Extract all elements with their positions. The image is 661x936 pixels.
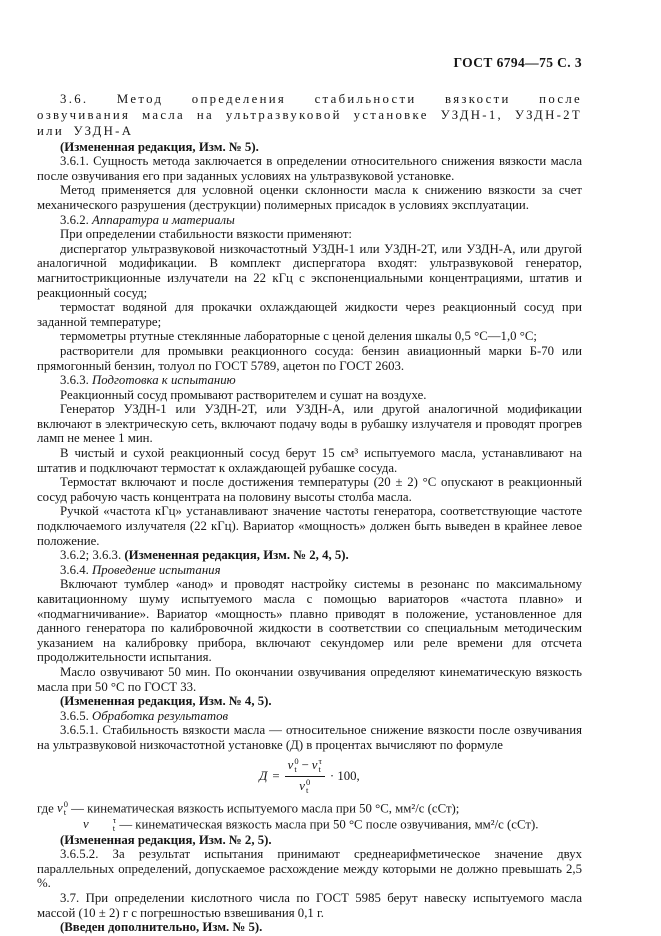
formula-factor: · 100, [329,768,360,783]
para-3-6-2-thermostat: термостат водяной для прокачки охлаждающей жидкости через реакционный сосуд при заданной температуре; [37,300,582,329]
para-3-6-2-thermometers: термометры ртутные стеклянные лабораторные с ценой деления шкалы 0,5 °С—1,0 °С; [60,329,537,344]
section-number: 3.6.2. [60,212,89,227]
formula-lhs: Д [259,768,268,783]
section-title: Обработка результатов [92,708,229,723]
where-intro: где [37,801,54,816]
amendment-note-5: (Измененная редакция, Изм. № 5). [60,139,259,154]
document-body [37,91,582,935]
section-3-6-2-heading [37,213,582,228]
nu-t-0-symbol: ν 0 t [57,798,68,817]
section-3-6-5-heading [37,709,582,724]
para-3-6-2-dispergator: диспергатор ультразвуковой низкочастотный УЗДН-1 или УЗДН-2Т, или УЗДН-А, или другой аналогичной модификации. В комплект диспергатора входят: ультразвуковой генератор, магнитострикционные излучатели на 22 кГц с экспоненциальными концентрациями, штатив и реакционный сосуд; [37,241,582,300]
para-3-6-3-washing: Реакционный сосуд промывают растворителем и сушат на воздухе. [60,387,427,402]
para-3-6-4-tuning: Включают тумблер «анод» и проводят настройку системы в резонанс по максимальному кавитационному шуму испытуемого масла с помощью вариаторов «частота плавно» и «подмагничивание». Вариатор «мощность» плавно приводят в положение, установленное для данного генератора по калибровочной жидкости в соответствии со специальным методическим указанием на калибровку прибора, включают секундомер или реле времени для отсчета продолжительности испытания. [37,577,582,665]
doc-number-page: ГОСТ 6794—75 С. 3 [453,55,582,70]
amendment-note-25: (Измененная редакция, Изм. № 2, 5). [60,832,272,847]
para-3-6-4-sonication: Масло озвучивают 50 мин. По окончании озвучивания определяют кинематическую вязкость масла при 50 °С по ГОСТ 33. [37,664,582,694]
fraction [285,755,325,795]
amended-sections-ref: 3.6.2; 3.6.3. [60,548,122,563]
para-3-6-3-vessel: В чистый и сухой реакционный сосуд берут 15 см³ испытуемого масла, устанавливают на штатив и подключают термостат к охлаждающей рубашке сосуда. [37,446,582,475]
section-3-6-4-heading [37,563,582,578]
section-title: Проведение испытания [92,562,221,577]
symbol-description: — кинематическая вязкость масла при 50 °С после озвучивания, мм²/с (сСт). [119,817,539,832]
equals-sign: = [272,768,280,783]
para-3-7-acid-number: 3.7. При определении кислотного числа по ГОСТ 5985 берут навеску испытуемого масла массой (10 ± 2) г с погрешностью взвешивания 0,1 г. [37,890,582,920]
para-3-6-3-generator: Генератор УЗДН-1 или УЗДН-2Т, или УЗДН-А, или другой аналогичной модификации включают в электрическую сеть, включают подачу воды в рубашку излучателя и проводят прогрев ламп не менее 1 мин. [37,402,582,446]
para-3-6-2-intro: При определении стабильности вязкости применяют: [60,227,352,242]
amendment-note-45: (Измененная редакция, Изм. № 4, 5). [60,694,272,709]
minus-sign: − [301,758,309,773]
fraction-denominator [299,777,310,795]
para-3-6-5-1-definition: 3.6.5.1. Стабильность вязкости масла — относительное снижение вязкости после озвучивания на ультразвуковой низкочастотной установке (Д) в процентах вычисляют по формуле [37,723,582,752]
para-3-6-3-frequency-knob: Ручкой «частота кГц» устанавливают значение частоты генератора, соответствующие частоте подключаемого излучателя (22 кГц). Вариатор «мощность» должен быть выведен в крайнее левое положение. [37,504,582,548]
addition-note-5: (Введен дополнительно, Изм. № 5). [60,920,263,935]
section-3-6-heading: 3.6. Метод определения стабильности вязкости после озвучивания масла на ультразвуковой установке УЗДН-1, УЗДН-2Т или УЗДН-А [37,92,582,139]
nu-t-tau-symbol: ν τ t [83,814,117,833]
nu-t-0-symbol: ν 0 t [299,776,311,795]
para-3-6-5-2-result: 3.6.5.2. За результат испытания принимают среднеарифметическое значение двух параллельных определений, допускаемое расхождение между которыми не должно превышать 2,5 %. [37,847,582,891]
section-number: 3.6.3. [60,373,89,388]
nu-t-tau-symbol: ν τ t [311,755,322,774]
amendment-text: (Измененная редакция, Изм. № 2, 4, 5). [124,548,349,563]
where-clause-line-1 [37,798,582,817]
para-3-6-2-solvents: растворители для промывки реакционного сосуда: бензин авиационный марки Б-70 или прямогонный бензин, толуол по ГОСТ 5789, ацетон по ГОСТ 2603. [37,343,582,373]
section-title: Подготовка к испытанию [92,373,236,388]
nu-t-0-symbol: ν 0 t [287,755,299,774]
para-3-6-1-method-purpose: Метод применяется для условной оценки склонности масла к снижению вязкости за счет механического разрушения (деструкции) полимерных присадок в условиях эксплуатации. [37,183,582,212]
section-3-6-3-heading [37,373,582,388]
section-number: 3.6.5. [60,708,89,723]
viscosity-stability-formula [37,755,582,795]
section-number: 3.6.4. [60,562,89,577]
symbol-description: — кинематическая вязкость испытуемого масла при 50 °С, мм²/с (сСт); [71,801,460,816]
para-3-6-3-thermostat-on: Термостат включают и после достижения температуры (20 ± 2) °С опускают в реакционный сосуд рабочую часть концентрата на половину высоты столба масла. [37,475,582,504]
para-3-6-1-essence: 3.6.1. Сущность метода заключается в определении относительного снижения вязкости масла после озвучивания его при заданных условиях на ультразвуковой установке. [37,154,582,183]
where-clause-line-2 [37,814,582,833]
section-title: Аппаратура и материалы [92,212,235,227]
amendment-note-245 [37,548,582,563]
page-header [37,55,582,71]
fraction-numerator [285,755,325,777]
